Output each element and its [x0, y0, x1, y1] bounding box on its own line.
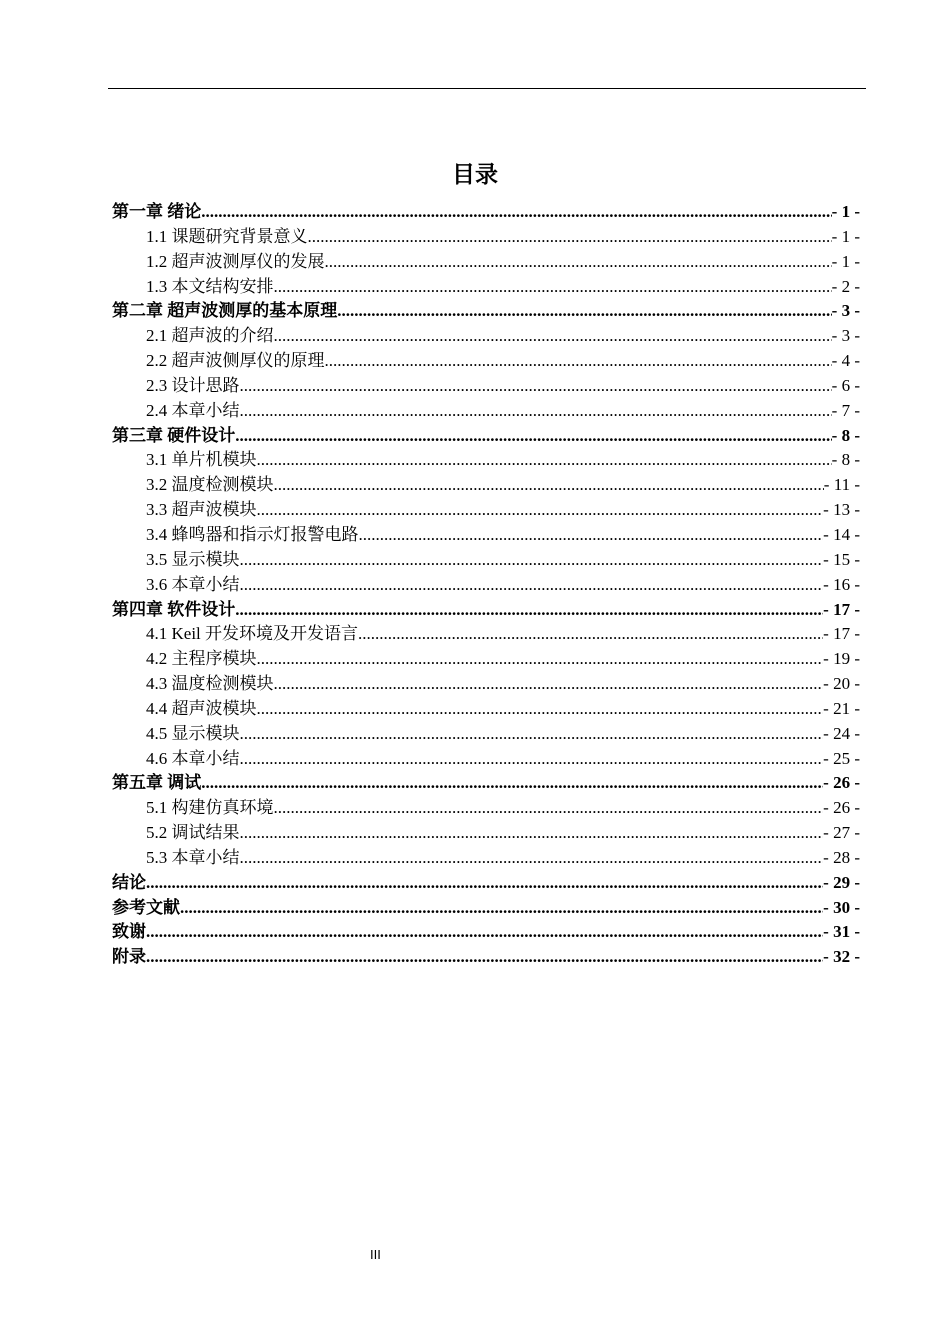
toc-section-entry[interactable]	[112, 275, 860, 300]
toc-section-entry[interactable]	[112, 722, 860, 747]
toc-entry-page: - 31 -	[823, 922, 860, 942]
toc-section-entry[interactable]	[112, 796, 860, 821]
toc-entry-page: - 16 -	[823, 574, 860, 594]
toc-entry-page: - 3 -	[831, 301, 860, 321]
toc-entry-label: 4.2 主程序模块	[146, 649, 257, 669]
toc-entry-label: 5.3 本章小结	[146, 847, 240, 867]
toc-dot-leader	[146, 871, 823, 896]
toc-entry-page: - 32 -	[823, 947, 860, 967]
toc-dot-leader	[240, 573, 824, 598]
toc-entry-page: - 4 -	[831, 351, 860, 371]
toc-entry-page: - 11 -	[823, 475, 860, 495]
toc-entry-page: - 28 -	[823, 847, 860, 867]
toc-dot-leader	[240, 399, 832, 424]
toc-chapter-entry[interactable]	[112, 920, 860, 945]
toc-entry-page: - 7 -	[831, 400, 860, 420]
toc-dot-leader	[146, 920, 823, 945]
toc-entry-page: - 8 -	[831, 425, 860, 445]
toc-entry-label: 参考文献	[112, 897, 180, 917]
toc-chapter-entry[interactable]	[112, 871, 860, 896]
toc-entry-label: 2.2 超声波侧厚仪的原理	[146, 351, 325, 371]
toc-chapter-entry[interactable]	[112, 771, 860, 796]
toc-section-entry[interactable]	[112, 349, 860, 374]
toc-entry-label: 4.3 温度检测模块	[146, 674, 274, 694]
toc-entry-page: - 8 -	[831, 450, 860, 470]
toc-title: 目录	[452, 162, 498, 187]
toc-dot-leader	[240, 374, 832, 399]
toc-entry-page: - 20 -	[823, 674, 860, 694]
toc-entry-page: - 17 -	[823, 599, 860, 619]
toc-entry-label: 3.5 显示模块	[146, 549, 240, 569]
toc-section-entry[interactable]	[112, 573, 860, 598]
toc-entry-page: - 17 -	[823, 624, 860, 644]
toc-entry-page: - 14 -	[823, 524, 860, 544]
toc-entry-label: 4.5 显示模块	[146, 723, 240, 743]
toc-entry-page: - 27 -	[823, 823, 860, 843]
toc-dot-leader	[240, 747, 824, 772]
toc-section-entry[interactable]	[112, 747, 860, 772]
toc-entry-page: - 26 -	[823, 798, 860, 818]
toc-section-entry[interactable]	[112, 250, 860, 275]
toc-entry-page: - 15 -	[823, 549, 860, 569]
toc-dot-leader	[240, 722, 824, 747]
toc-dot-leader	[257, 448, 832, 473]
toc-entry-label: 第五章 调试	[112, 773, 202, 793]
toc-entry-label: 3.6 本章小结	[146, 574, 240, 594]
toc-entry-label: 3.4 蜂鸣器和指示灯报警电路	[146, 524, 359, 544]
toc-entry-label: 3.1 单片机模块	[146, 450, 257, 470]
toc-section-entry[interactable]	[112, 548, 860, 573]
toc-chapter-entry[interactable]	[112, 299, 860, 324]
toc-section-entry[interactable]	[112, 846, 860, 871]
toc-dot-leader	[274, 796, 824, 821]
toc-dot-leader	[180, 896, 823, 921]
toc-dot-leader	[274, 275, 832, 300]
toc-dot-leader	[235, 598, 823, 623]
toc-entry-page: - 19 -	[823, 649, 860, 669]
toc-dot-leader	[308, 225, 832, 250]
toc-entry-label: 第一章 绪论	[112, 202, 202, 221]
toc-dot-leader	[235, 424, 831, 449]
toc-entry-label: 5.2 调试结果	[146, 823, 240, 843]
toc-dot-leader	[240, 548, 824, 573]
toc-entry-label: 3.2 温度检测模块	[146, 475, 274, 495]
toc-entry-label: 第三章 硬件设计	[112, 425, 236, 445]
toc-entry-page: - 1 -	[831, 202, 860, 221]
toc-entry-label: 5.1 构建仿真环境	[146, 798, 274, 818]
toc-entry-label: 附录	[112, 947, 146, 967]
toc-chapter-entry[interactable]	[112, 598, 860, 623]
toc-dot-leader	[257, 498, 824, 523]
toc-section-entry[interactable]	[112, 399, 860, 424]
toc-dot-leader	[325, 250, 832, 275]
toc-entry-label: 3.3 超声波模块	[146, 500, 257, 520]
toc-entry-label: 4.4 超声波模块	[146, 698, 257, 718]
toc-dot-leader	[257, 697, 824, 722]
toc-entry-label: 4.1 Keil 开发环境及开发语言	[146, 624, 359, 644]
toc-entry-page: - 13 -	[823, 500, 860, 520]
toc-chapter-entry[interactable]	[112, 424, 860, 449]
toc-entry-page: - 6 -	[831, 375, 860, 395]
toc-section-entry[interactable]	[112, 324, 860, 349]
toc-entry-page: - 29 -	[823, 872, 860, 892]
toc-dot-leader	[274, 324, 832, 349]
toc-entry-page: - 24 -	[823, 723, 860, 743]
toc-entry-page: - 30 -	[823, 897, 860, 917]
toc-entry-page: - 26 -	[823, 773, 860, 793]
toc-section-entry[interactable]	[112, 448, 860, 473]
toc-entry-label: 2.4 本章小结	[146, 400, 240, 420]
toc-section-entry[interactable]	[112, 821, 860, 846]
toc-chapter-entry[interactable]	[112, 200, 860, 225]
toc-entry-label: 第四章 软件设计	[112, 599, 236, 619]
toc-section-entry[interactable]	[112, 498, 860, 523]
toc-entry-label: 1.1 课题研究背景意义	[146, 226, 308, 246]
toc-dot-leader	[257, 647, 824, 672]
toc-section-entry[interactable]	[112, 225, 860, 250]
toc-dot-leader	[240, 821, 824, 846]
toc-section-entry[interactable]	[112, 672, 860, 697]
toc-chapter-entry[interactable]	[112, 945, 860, 970]
toc-dot-leader	[240, 846, 824, 871]
toc-entry-page: - 1 -	[831, 226, 860, 246]
page-number: III	[370, 1247, 381, 1262]
toc-entry-label: 4.6 本章小结	[146, 748, 240, 768]
toc-dot-leader	[201, 200, 831, 225]
toc-entry-label: 2.3 设计思路	[146, 375, 240, 395]
toc-section-entry[interactable]	[112, 647, 860, 672]
toc-entry-label: 第二章 超声波测厚的基本原理	[112, 301, 338, 321]
toc-dot-leader	[358, 622, 823, 647]
toc-section-entry[interactable]	[112, 622, 860, 647]
toc-dot-leader	[325, 349, 832, 374]
toc-dot-leader	[274, 473, 824, 498]
toc-chapter-entry[interactable]	[112, 896, 860, 921]
toc-entry-label: 致谢	[112, 922, 146, 942]
table-of-contents	[112, 200, 860, 970]
toc-entry-label: 2.1 超声波的介绍	[146, 326, 274, 346]
toc-entry-label: 1.3 本文结构安排	[146, 276, 274, 296]
toc-dot-leader	[146, 945, 823, 970]
toc-section-entry[interactable]	[112, 374, 860, 399]
toc-dot-leader	[274, 672, 824, 697]
toc-dot-leader	[359, 523, 824, 548]
toc-entry-page: - 3 -	[831, 326, 860, 346]
toc-entry-label: 1.2 超声波测厚仪的发展	[146, 251, 325, 271]
toc-dot-leader	[201, 771, 823, 796]
toc-entry-label: 结论	[112, 872, 146, 892]
toc-section-entry[interactable]	[112, 473, 860, 498]
toc-entry-page: - 25 -	[823, 748, 860, 768]
toc-dot-leader	[337, 299, 831, 324]
toc-entry-page: - 2 -	[831, 276, 860, 296]
header-rule	[108, 88, 866, 89]
toc-section-entry[interactable]	[112, 523, 860, 548]
toc-section-entry[interactable]	[112, 697, 860, 722]
toc-entry-page: - 21 -	[823, 698, 860, 718]
toc-entry-page: - 1 -	[831, 251, 860, 271]
